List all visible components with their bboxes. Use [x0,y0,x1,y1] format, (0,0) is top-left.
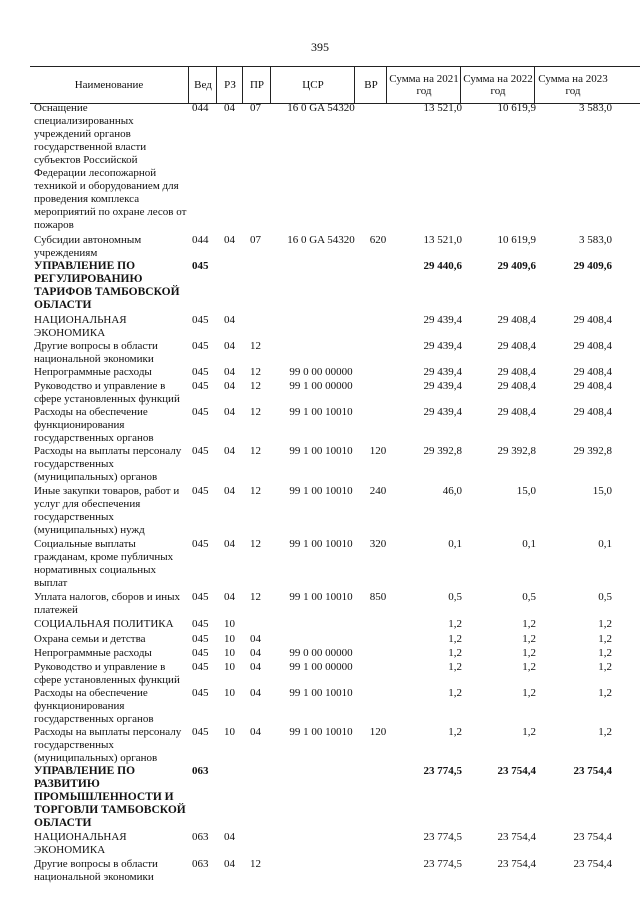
row-sum-2023: 3 583,0 [579,234,612,246]
row-rz: 04 [224,406,235,418]
row-rz: 04 [224,340,235,352]
row-sum-2022: 1,2 [522,618,536,630]
row-sum-2021: 13 521,0 [423,102,462,114]
row-sum-2023: 29 409,6 [573,260,612,272]
row-rz: 04 [224,314,235,326]
row-csr: 99 1 00 10010 [289,485,353,497]
table-row [0,340,640,366]
row-csr: 99 0 00 00000 [289,366,353,378]
row-name: Охрана семьи и детства [34,633,146,645]
table-row [0,380,640,406]
row-pr: 04 [250,647,261,659]
row-vr: 620 [369,234,387,246]
row-ved: 045 [192,485,209,497]
row-name: Иные закупки товаров, работ и услуг для обеспечения государственных (муниципальных) нужд [34,485,180,536]
row-pr: 12 [250,538,261,550]
row-rz: 04 [224,380,235,392]
row-ved: 045 [192,661,209,673]
table-row [0,538,640,591]
row-pr: 04 [250,661,261,673]
row-name: Расходы на выплаты персоналу государственных (муниципальных) органов [34,445,182,483]
row-sum-2021: 23 774,5 [423,765,462,777]
row-ved: 045 [192,687,209,699]
row-name: Субсидии автономным учреждениям [34,234,142,259]
row-rz: 10 [224,687,235,699]
column-header-rz: РЗ [216,67,243,103]
table-row [0,726,640,765]
row-ved: 045 [192,340,209,352]
row-rz: 04 [224,445,235,457]
row-sum-2023: 1,2 [598,618,612,630]
row-rz: 04 [224,858,235,870]
row-name: Расходы на обеспечение функционирования государственных органов [34,406,154,444]
row-pr: 04 [250,726,261,738]
table-row [0,765,640,831]
row-name: Социальные выплаты гражданам, кроме публичных нормативных социальных выплат [34,538,174,589]
table-header [30,66,640,104]
row-sum-2023: 1,2 [598,633,612,645]
row-sum-2021: 1,2 [448,687,462,699]
row-sum-2022: 1,2 [522,661,536,673]
row-name: Другие вопросы в области национальной экономики [34,858,158,883]
row-rz: 04 [224,591,235,603]
row-name: Уплата налогов, сборов и иных платежей [34,591,181,616]
row-csr: 16 0 GA 54320 [287,234,355,246]
column-header-sum-2023: Сумма на 2023 год [534,67,611,103]
table-row [0,485,640,538]
row-sum-2023: 29 392,8 [573,445,612,457]
row-sum-2023: 23 754,4 [573,831,612,843]
row-rz: 04 [224,538,235,550]
table-row [0,858,640,884]
row-sum-2022: 29 408,4 [497,340,536,352]
row-sum-2021: 29 439,4 [423,314,462,326]
row-sum-2023: 23 754,4 [573,858,612,870]
row-ved: 045 [192,260,209,272]
row-csr: 99 1 00 00000 [289,661,353,673]
row-pr: 12 [250,858,261,870]
table-row [0,647,640,661]
row-sum-2022: 1,2 [522,687,536,699]
row-vr: 850 [369,591,387,603]
row-sum-2023: 29 408,4 [573,314,612,326]
row-sum-2022: 29 408,4 [497,366,536,378]
row-ved: 045 [192,633,209,645]
row-sum-2021: 23 774,5 [423,831,462,843]
row-pr: 12 [250,366,261,378]
column-header-sum-2022: Сумма на 2022 год [460,67,535,103]
row-sum-2022: 29 408,4 [497,406,536,418]
row-sum-2023: 15,0 [592,485,612,497]
row-vr: 120 [369,445,387,457]
row-ved: 045 [192,618,209,630]
row-sum-2022: 15,0 [516,485,536,497]
column-header-name: Наименование [74,79,144,91]
row-sum-2021: 13 521,0 [423,234,462,246]
row-sum-2022: 10 619,9 [497,102,536,114]
row-sum-2022: 1,2 [522,647,536,659]
row-pr: 12 [250,380,261,392]
row-csr: 99 0 00 00000 [289,647,353,659]
row-ved: 063 [192,831,209,843]
row-ved: 044 [192,234,209,246]
row-sum-2023: 3 583,0 [579,102,612,114]
row-sum-2023: 0,1 [598,538,612,550]
row-sum-2021: 29 439,4 [423,406,462,418]
row-name: Непрограммные расходы [34,366,152,378]
row-sum-2021: 46,0 [442,485,462,497]
row-sum-2021: 1,2 [448,647,462,659]
row-pr: 12 [250,406,261,418]
row-ved: 045 [192,591,209,603]
row-sum-2023: 23 754,4 [573,765,612,777]
row-name: Непрограммные расходы [34,647,152,659]
row-ved: 045 [192,406,209,418]
row-sum-2022: 10 619,9 [497,234,536,246]
row-sum-2023: 1,2 [598,726,612,738]
row-sum-2023: 29 408,4 [573,340,612,352]
table-row [0,102,640,234]
row-name: НАЦИОНАЛЬНАЯ ЭКОНОМИКА [34,314,127,339]
row-sum-2022: 1,2 [522,633,536,645]
row-sum-2022: 29 408,4 [497,380,536,392]
row-sum-2021: 1,2 [448,618,462,630]
row-csr: 99 1 00 00000 [289,380,353,392]
row-rz: 04 [224,102,235,114]
row-sum-2021: 29 392,8 [423,445,462,457]
row-pr: 04 [250,687,261,699]
column-header-pr: ПР [242,67,271,103]
row-rz: 10 [224,661,235,673]
column-header-ved: Вед [188,67,217,103]
row-name: УПРАВЛЕНИЕ ПО РАЗВИТИЮ ПРОМЫШЛЕННОСТИ И ТОРГОВЛИ ТАМБОВСКОЙ ОБЛАСТИ [34,765,186,829]
row-name: СОЦИАЛЬНАЯ ПОЛИТИКА [34,618,174,630]
column-header-sum-2021: Сумма на 2021 год [386,67,461,103]
row-name: НАЦИОНАЛЬНАЯ ЭКОНОМИКА [34,831,127,856]
row-pr: 07 [250,102,261,114]
row-sum-2021: 1,2 [448,661,462,673]
row-pr: 12 [250,591,261,603]
row-csr: 99 1 00 10010 [289,687,353,699]
row-sum-2022: 1,2 [522,726,536,738]
row-sum-2021: 1,2 [448,633,462,645]
row-name: УПРАВЛЕНИЕ ПО РЕГУЛИРОВАНИЮ ТАРИФОВ ТАМБОВСКОЙ ОБЛАСТИ [34,260,180,311]
table-row [0,234,640,260]
row-ved: 063 [192,858,209,870]
row-name: Расходы на выплаты персоналу государственных (муниципальных) органов [34,726,182,764]
table-row [0,366,640,380]
row-sum-2022: 23 754,4 [497,858,536,870]
row-sum-2023: 1,2 [598,647,612,659]
row-sum-2021: 29 439,4 [423,340,462,352]
row-rz: 04 [224,234,235,246]
page-number: 395 [311,40,329,54]
row-sum-2022: 0,5 [522,591,536,603]
row-sum-2021: 1,2 [448,726,462,738]
table-row [0,687,640,726]
row-name: Другие вопросы в области национальной экономики [34,340,158,365]
row-sum-2023: 0,5 [598,591,612,603]
row-ved: 044 [192,102,209,114]
row-ved: 045 [192,380,209,392]
column-header-vr: ВР [354,67,387,103]
row-csr: 16 0 GA 54320 [287,102,355,114]
row-rz: 10 [224,633,235,645]
table-row [0,445,640,485]
table-row [0,633,640,647]
row-ved: 063 [192,765,209,777]
row-sum-2022: 23 754,4 [497,765,536,777]
row-name: Руководство и управление в сфере установленных функций [34,661,180,686]
row-vr: 320 [369,538,387,550]
row-pr: 07 [250,234,261,246]
row-vr: 240 [369,485,387,497]
table-row [0,314,640,340]
row-vr: 120 [369,726,387,738]
column-header-csr: ЦСР [270,67,355,103]
row-sum-2023: 29 408,4 [573,380,612,392]
row-csr: 99 1 00 10010 [289,591,353,603]
row-rz: 10 [224,726,235,738]
row-rz: 04 [224,831,235,843]
row-sum-2022: 29 408,4 [497,314,536,326]
row-sum-2021: 0,1 [448,538,462,550]
row-pr: 04 [250,633,261,645]
row-ved: 045 [192,366,209,378]
row-sum-2023: 29 408,4 [573,406,612,418]
table-row [0,661,640,687]
row-sum-2021: 29 439,4 [423,366,462,378]
row-sum-2023: 1,2 [598,661,612,673]
row-sum-2022: 0,1 [522,538,536,550]
row-sum-2022: 29 409,6 [497,260,536,272]
table-row [0,260,640,314]
row-rz: 04 [224,485,235,497]
row-rz: 10 [224,647,235,659]
row-ved: 045 [192,647,209,659]
row-sum-2021: 29 439,4 [423,380,462,392]
row-pr: 12 [250,340,261,352]
table-row [0,406,640,445]
table-body [0,102,640,884]
row-ved: 045 [192,726,209,738]
row-ved: 045 [192,445,209,457]
row-sum-2022: 23 754,4 [497,831,536,843]
row-ved: 045 [192,538,209,550]
row-sum-2021: 0,5 [448,591,462,603]
row-pr: 12 [250,485,261,497]
row-sum-2022: 29 392,8 [497,445,536,457]
row-csr: 99 1 00 10010 [289,538,353,550]
table-row [0,618,640,633]
row-sum-2021: 23 774,5 [423,858,462,870]
row-csr: 99 1 00 10010 [289,726,353,738]
table-row [0,591,640,618]
row-rz: 10 [224,618,235,630]
row-pr: 12 [250,445,261,457]
row-csr: 99 1 00 10010 [289,445,353,457]
row-sum-2023: 1,2 [598,687,612,699]
row-name: Оснащение специализированных учреждений органов государственной власти субъектов Российской Федерации лесопожарной техникой и оборудованием для проведения комплекса мероприятий по охране лесов от пожаров [34,102,187,231]
row-name: Руководство и управление в сфере установленных функций [34,380,180,405]
row-sum-2021: 29 440,6 [423,260,462,272]
row-rz: 04 [224,366,235,378]
row-ved: 045 [192,314,209,326]
table-row [0,831,640,858]
row-csr: 99 1 00 10010 [289,406,353,418]
row-name: Расходы на обеспечение функционирования государственных органов [34,687,154,725]
row-sum-2023: 29 408,4 [573,366,612,378]
